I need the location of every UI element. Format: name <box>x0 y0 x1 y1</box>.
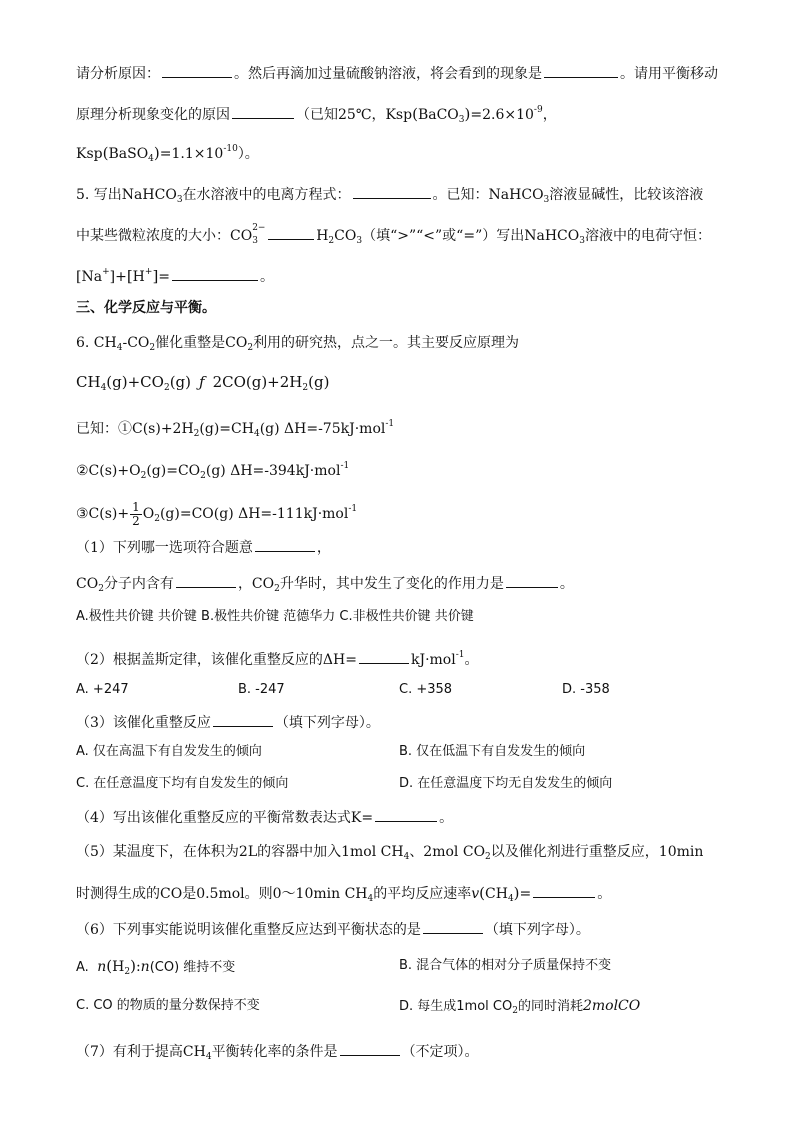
text: 已知：①C(s)+2H <box>76 421 194 437</box>
fraction-denominator: 2 <box>132 513 140 528</box>
ion-charge-stack <box>252 223 266 246</box>
subscript: 4 <box>253 429 260 439</box>
known-reaction-3 <box>76 494 357 534</box>
text: (CO) 维持不变 <box>149 960 236 975</box>
text: （3）该催化重整反应 <box>76 715 211 731</box>
subscript: 4 <box>367 894 374 904</box>
answer-blank <box>213 711 273 727</box>
text: -CO <box>122 335 150 351</box>
superscript: -1 <box>455 650 465 660</box>
text: 中某些微粒浓度的大小：CO <box>76 228 253 244</box>
text: （4）写出该催化重整反应的平衡常数表达式K= <box>76 810 374 826</box>
text: （6）下列事实能说明该催化重整反应达到平衡状态的是 <box>76 922 421 938</box>
superscript: -1 <box>348 504 358 514</box>
subscript: 3 <box>356 236 363 246</box>
text: ， <box>316 540 331 556</box>
section-heading: 三、化学反应与平衡。 <box>76 300 216 316</box>
text: 原理分析现象变化的原因 <box>76 107 230 123</box>
question-line-2 <box>76 100 557 130</box>
text: 。 <box>439 810 454 826</box>
text: （1）下列哪一选项符合题意 <box>76 540 253 556</box>
text: 平衡转化率的条件是 <box>211 1044 338 1060</box>
formula: 2molCO <box>582 998 641 1014</box>
text: = <box>519 886 532 902</box>
text: 2CO(g)+2H <box>212 373 303 391</box>
text: (g)=CO <box>146 463 201 479</box>
text: 在水溶液中的电离方程式： <box>182 187 351 203</box>
option-c: C. CO 的物质的量分数保持不变 <box>76 998 260 1013</box>
text: 时测得生成的CO是0.5mol。则0～10min CH <box>76 886 368 902</box>
text: 。 <box>260 269 275 285</box>
text: （5）某温度下，在体积为2L的容器中加入1mol CH <box>76 844 404 860</box>
text: 以及催化剂进行重整反应，10min <box>490 844 704 860</box>
text: (g)=CO(g) ΔH=-111kJ·mol <box>159 506 349 522</box>
subquestion-1-line-2 <box>76 572 574 599</box>
text: （7）有利于提高CH <box>76 1044 206 1060</box>
known-reaction-1 <box>76 414 394 444</box>
text: =1.1×10 <box>159 146 224 162</box>
text: ，CO <box>237 576 275 592</box>
variable: n <box>97 959 107 975</box>
formula: CO <box>334 228 357 244</box>
subscript: 2 <box>193 429 200 439</box>
text: 5. 写出NaHCO <box>76 187 177 203</box>
text: 。 <box>597 886 612 902</box>
text: 。请用平衡移动 <box>620 66 718 82</box>
text: : <box>135 959 141 975</box>
text: 溶液显碱性，比较该溶液 <box>549 187 704 203</box>
bracket: [ <box>126 267 133 285</box>
question-5-line-1 <box>76 183 703 210</box>
answer-blank <box>255 536 315 552</box>
option-letter: A. <box>76 960 89 975</box>
subquestion-1 <box>76 536 331 558</box>
option-a <box>76 956 235 982</box>
text: ③C(s)+ <box>76 506 130 522</box>
formula: CH <box>485 886 508 902</box>
text: 溶液中的电荷守恒： <box>584 228 711 244</box>
formula: H <box>132 269 145 285</box>
subscript: 4 <box>148 154 154 164</box>
superscript: -1 <box>385 419 395 429</box>
text: ②C(s)+O <box>76 463 141 479</box>
subquestion-5 <box>76 842 703 867</box>
subscript: 2 <box>328 236 335 246</box>
subquestion-7 <box>76 1040 479 1067</box>
variable: v <box>471 886 480 902</box>
text: (g)+CO <box>106 373 164 391</box>
subscript: 2 <box>124 967 131 977</box>
formula: H <box>316 228 329 244</box>
text: kJ·mol <box>410 652 456 668</box>
text: CO <box>76 576 99 592</box>
known-reaction-2 <box>76 456 349 486</box>
subscript: 2 <box>98 584 104 594</box>
equilibrium-arrow: ƒ <box>199 373 205 391</box>
formula: BaSO <box>108 146 149 162</box>
superscript: -10 <box>223 144 238 154</box>
answer-blank <box>423 918 483 934</box>
text: 请分析原因： <box>76 66 160 82</box>
subquestion-1-options: A.极性共价键 共价键 B.极性共价键 范德华力 C.非极性共价键 共价键 <box>76 609 474 624</box>
text: 、2mol CO <box>409 844 486 860</box>
subquestion-5-line-2 <box>76 882 611 909</box>
subquestion-3 <box>76 711 380 733</box>
option-a: A. +247 <box>76 682 129 697</box>
text: D. 每生成1mol CO <box>399 999 513 1014</box>
question-5-line-2 <box>76 224 711 251</box>
fraction-numerator: 1 <box>132 499 140 514</box>
text: （已知25℃，Ksp <box>296 107 413 123</box>
paren: ) <box>464 105 471 123</box>
subscript: 3 <box>458 115 465 125</box>
option-a: A. 仅在高温下有自发发生的倾向 <box>76 744 262 759</box>
answer-blank <box>176 572 236 588</box>
main-reaction-equation <box>76 372 329 398</box>
subscript: 4 <box>403 852 410 862</box>
answer-blank <box>340 1040 400 1056</box>
answer-blank <box>162 62 232 78</box>
fraction <box>130 501 142 528</box>
subscript: 2 <box>274 584 280 594</box>
question-6-intro <box>76 333 519 358</box>
text: = <box>158 269 171 285</box>
formula: BaCO <box>417 107 459 123</box>
text: (g)=CH <box>199 421 254 437</box>
paren: ) <box>153 144 160 162</box>
subscript: 4 <box>116 343 123 353</box>
subquestion-2 <box>76 645 478 670</box>
subscript: 2 <box>512 1006 518 1016</box>
paren: ) <box>130 957 136 975</box>
text: ）。 <box>237 146 259 162</box>
subscript: 3 <box>579 236 585 246</box>
paren: ( <box>412 105 418 123</box>
text: 的平均反应速率 <box>373 886 472 902</box>
bracket: ] <box>152 267 159 285</box>
paren: ( <box>106 957 113 975</box>
answer-blank <box>232 103 294 119</box>
text: （填下列字母）。 <box>274 715 380 731</box>
subscript: 3 <box>252 236 258 246</box>
text: （不定项）。 <box>401 1044 479 1060</box>
subscript: 3 <box>543 195 550 205</box>
answer-blank <box>533 882 595 898</box>
text: [Na <box>76 269 103 285</box>
superscript: -1 <box>340 461 350 471</box>
text: 利用的研究热，点之一。其主要反应原理为 <box>253 335 520 351</box>
superscript: -9 <box>533 105 543 115</box>
subquestion-6 <box>76 918 590 940</box>
subscript: 4 <box>205 1052 212 1062</box>
superscript: 2− <box>252 223 266 233</box>
text: （2）根据盖斯定律，该催化重整反应的ΔH= <box>76 652 357 668</box>
answer-blank <box>268 224 314 240</box>
text: 。然后再滴加过量硫酸钠溶液，将会看到的现象是 <box>234 66 542 82</box>
answer-blank <box>544 62 618 78</box>
text: （填“>”“<”或“=”）写出NaHCO <box>362 228 580 244</box>
text: 。 <box>464 652 479 668</box>
option-b: B. -247 <box>238 682 285 697</box>
question-5-line-3 <box>76 262 274 287</box>
option-c: C. 在任意温度下均有自发发生的倾向 <box>76 776 289 791</box>
option-b: B. 仅在低温下有自发发生的倾向 <box>399 744 586 759</box>
text: (g) ΔH=-75kJ·mol <box>259 421 386 437</box>
variable: n <box>140 959 150 975</box>
subscript: 2 <box>200 471 206 481</box>
option-b: B. 混合气体的相对分子质量保持不变 <box>399 958 612 973</box>
paren: ( <box>102 144 109 162</box>
text: CH <box>76 373 101 391</box>
text: O <box>142 506 155 522</box>
answer-blank <box>172 265 258 281</box>
subscript: 3 <box>176 195 183 205</box>
subscript: 4 <box>100 383 107 393</box>
subscript: 4 <box>507 894 514 904</box>
subscript: 2 <box>485 852 491 862</box>
option-d <box>399 996 640 1021</box>
text: 。 <box>559 576 574 592</box>
subscript: 2 <box>302 383 309 393</box>
option-d: D. -358 <box>562 682 610 697</box>
subscript: 2 <box>154 514 160 524</box>
option-d: D. 在任意温度下均无自发发生的倾向 <box>399 776 613 791</box>
paren: ) <box>513 884 520 902</box>
text: ]+ <box>109 269 127 285</box>
text: （填下列字母）。 <box>484 922 590 938</box>
text: ， <box>542 107 557 123</box>
subscript: 2 <box>247 343 254 353</box>
superscript: + <box>102 267 110 277</box>
question-line-3 <box>76 139 259 169</box>
text: Ksp <box>76 146 103 162</box>
answer-blank <box>506 572 558 588</box>
formula: H <box>112 959 125 975</box>
text: 催化重整是CO <box>155 335 248 351</box>
text: (g) ΔH=-394kJ·mol <box>205 463 341 479</box>
subquestion-4 <box>76 806 453 828</box>
subscript: 2 <box>163 383 170 393</box>
answer-blank <box>359 648 409 664</box>
superscript: + <box>144 267 153 277</box>
answer-blank <box>353 183 431 199</box>
text: 6. CH <box>76 335 117 351</box>
answer-blank <box>375 806 437 822</box>
paren: ( <box>479 884 486 902</box>
text: 分子内含有 <box>103 576 174 592</box>
option-c: C. +358 <box>399 682 453 697</box>
subscript: 2 <box>149 343 156 353</box>
subscript: 2 <box>140 471 147 481</box>
text: 。已知：NaHCO <box>432 187 544 203</box>
question-line-1 <box>76 62 718 84</box>
text: (g) <box>169 373 191 391</box>
text: 升华时，其中发生了变化的作用力是 <box>279 576 504 592</box>
text: (g) <box>308 373 330 391</box>
text: =2.6×10 <box>470 107 534 123</box>
text: 的同时消耗 <box>517 999 583 1014</box>
